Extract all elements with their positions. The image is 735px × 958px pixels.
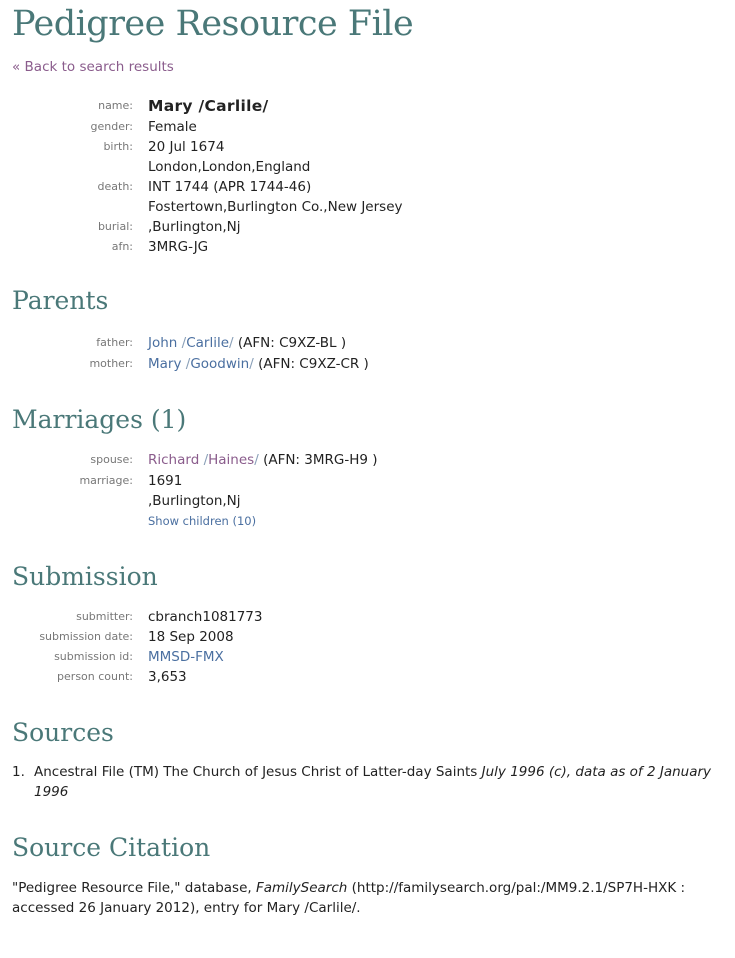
- page-title: Pedigree Resource File: [12, 4, 414, 44]
- submission-section: [12, 607, 723, 687]
- submission-id-link[interactable]: MMSD-FMX: [148, 649, 224, 665]
- person-gender: Female: [148, 119, 197, 135]
- father-link[interactable]: John /Carlile/: [148, 335, 234, 351]
- parents-section: [12, 333, 723, 374]
- death-place: Fostertown,Burlington Co.,New Jersey: [148, 199, 403, 215]
- marriages-section: [12, 450, 723, 531]
- birth-date: 20 Jul 1674: [148, 139, 225, 155]
- back-to-search-link[interactable]: « Back to search results: [12, 59, 174, 75]
- submission-date-label: submission date:: [39, 630, 133, 643]
- source-citation-heading: Source Citation: [12, 833, 211, 862]
- spouse-afn: (AFN: 3MRG-H9 ): [263, 452, 378, 468]
- mother-label: mother:: [89, 357, 133, 370]
- person-afn: 3MRG-JG: [148, 239, 209, 255]
- show-children-link[interactable]: Show children (10): [148, 514, 257, 528]
- burial-label: burial:: [97, 220, 133, 233]
- spouse-label: spouse:: [90, 453, 133, 466]
- birth-place: London,London,England: [148, 159, 311, 175]
- burial-place: ,Burlington,Nj: [148, 219, 241, 235]
- submitter-value: cbranch1081773: [148, 609, 263, 625]
- submitter-label: submitter:: [76, 610, 133, 623]
- source-item: 1. Ancestral File (TM) The Church of Jesus Christ of Latter-day Saints July 1996 (c), data as of 2 January 1996: [12, 764, 712, 800]
- spouse-link[interactable]: Richard /Haines/: [148, 452, 259, 468]
- submission-id-label: submission id:: [54, 650, 133, 663]
- submission-date-value: 18 Sep 2008: [148, 629, 234, 645]
- mother-link[interactable]: Mary /Goodwin/: [148, 356, 254, 372]
- mother-afn: (AFN: C9XZ-CR ): [258, 356, 369, 372]
- person-details: [12, 95, 723, 257]
- afn-label: afn:: [111, 240, 133, 253]
- person-count-label: person count:: [57, 670, 133, 683]
- submission-heading: Submission: [12, 562, 158, 591]
- person-count-value: 3,653: [148, 669, 187, 685]
- death-date: INT 1744 (APR 1744-46): [148, 179, 312, 195]
- marriages-heading: Marriages (1): [12, 405, 187, 434]
- marriage-place: ,Burlington,Nj: [148, 493, 241, 509]
- father-label: father:: [96, 336, 133, 349]
- marriage-date: 1691: [148, 473, 183, 489]
- father-afn: (AFN: C9XZ-BL ): [237, 335, 347, 351]
- gender-label: gender:: [90, 120, 133, 133]
- source-citation-text: "Pedigree Resource File," database, FamilySearch (http://familysearch.org/pal:/MM9.2.1/SP7H-HXK : accessed 26 January 2012), entry for Mary /Carlile/.: [12, 880, 686, 916]
- birth-label: birth:: [103, 140, 133, 153]
- parents-heading: Parents: [12, 286, 109, 315]
- sources-heading: Sources: [12, 718, 114, 747]
- death-label: death:: [97, 180, 133, 193]
- sources-list: [12, 762, 723, 802]
- name-label: name:: [98, 99, 133, 112]
- marriage-label: marriage:: [79, 474, 133, 487]
- person-name: Mary /Carlile/: [148, 97, 269, 115]
